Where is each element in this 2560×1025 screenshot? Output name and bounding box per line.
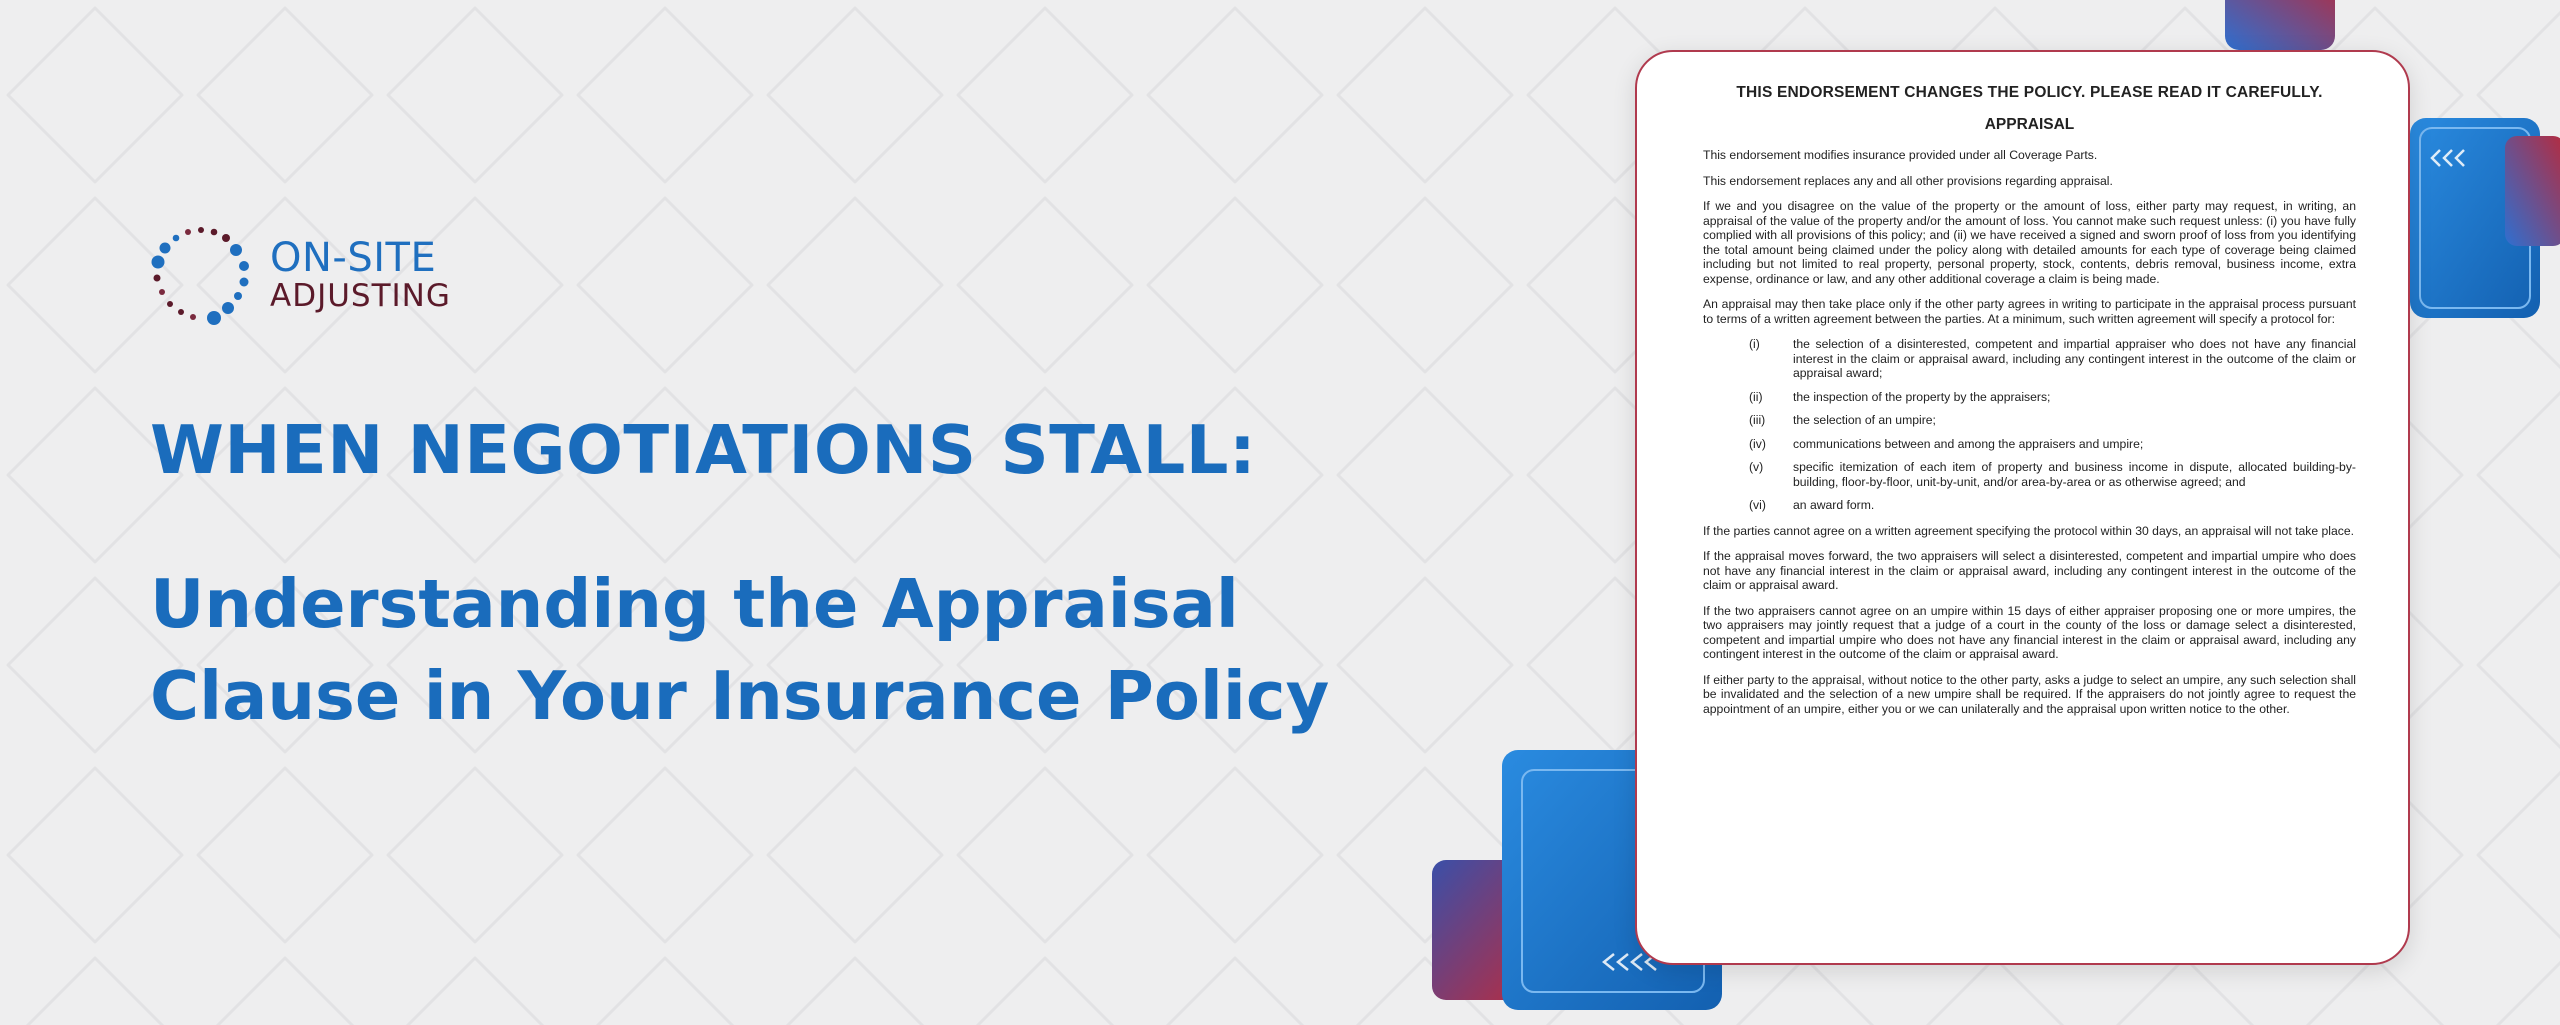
document-paragraph: If the parties cannot agree on a written agreement specifying the protocol within 30 days, an appraisal will not take place.: [1703, 523, 2355, 538]
document-header: THIS ENDORSEMENT CHANGES THE POLICY. PLEASE READ IT CAREFULLY.: [1736, 84, 2323, 101]
document-paragraph: If either party to the appraisal, without notice to the other party, asks a judge to select an umpire, any such selection shall be invalidated and the selection of a new umpire shall be required. If the appraisers do not jointly agree to request the appointment of an umpire, either you or we can unilaterally and the appraisal upon written notice to the other.: [1703, 672, 2356, 716]
list-item: [1703, 437, 2356, 452]
list-item-number: (i): [1749, 337, 1760, 351]
list-item-text: the selection of an umpire;: [1793, 413, 1936, 427]
document-title: APPRAISAL: [1984, 116, 2075, 133]
list-item: [1703, 390, 2356, 405]
list-item-number: (iii): [1749, 413, 1766, 427]
list-item-text: the selection of a disinterested, competent and impartial appraiser who does not have any financial interest in the claim or appraisal award, including any contingent interest in the outcome of the claim or appraisal award;: [1793, 337, 2356, 380]
list-item-number: (ii): [1749, 389, 1763, 404]
page-subheadline: Understanding the Appraisal Clause in Your Insurance Policy: [150, 565, 1330, 735]
document-protocol-list: [1703, 337, 2356, 513]
brand-name-line2: ADJUSTING: [270, 278, 451, 314]
document-paragraph: If we and you disagree on the value of the property or the amount of loss, either party may request, in writing, an appraisal of the value of the property and/or the amount of loss. You cannot make such request unless: (i) you have fully complied with all provisions of this policy; and (ii) we have received a signed and sworn proof of loss from you identifying the total amount being claimed under the policy along with detailed amounts for each type of coverage being claimed including but not limited to real property, personal property, stock, contents, debris removal, business income, extra expense, ordinance or law, and any other additional coverage a claim is being made.: [1703, 199, 2356, 286]
list-item: [1703, 337, 2356, 381]
list-item-text: specific itemization of each item of property and business income in dispute, allocated building-by-building, floor-by-floor, unit-by-unit, and/or area-by-area or as otherwise agreed; and: [1793, 460, 2356, 489]
list-item: [1703, 498, 2356, 513]
list-item-text: communications between and among the appraisers and umpire;: [1793, 436, 2144, 451]
document-paragraph: An appraisal may then take place only if the other party agrees in writing to participate in the appraisal process pursuant to terms of a written agreement between the parties. At a minimum, such written agreement will specify a protocol for:: [1703, 297, 2356, 326]
dotted-circle-logo-icon: [148, 222, 254, 328]
brand-name-line1: ON-SITE: [270, 235, 437, 281]
list-item: [1703, 413, 2356, 428]
brand-name: [270, 237, 451, 313]
document-paragraph: This endorsement replaces any and all other provisions regarding appraisal.: [1703, 173, 2113, 188]
list-item-text: the inspection of the property by the appraisers;: [1793, 389, 2051, 404]
page-headline: WHEN NEGOTIATIONS STALL:: [150, 411, 1257, 489]
list-item-text: an award form.: [1793, 498, 1875, 512]
list-item: [1703, 460, 2356, 489]
document-paragraph: This endorsement modifies insurance provided under all Coverage Parts.: [1703, 148, 2098, 162]
brand-logo[interactable]: [148, 222, 451, 328]
list-item-number: (iv): [1749, 436, 1766, 451]
document-paragraph: If the appraisal moves forward, the two appraisers will select a disinterested, competent and impartial umpire who does not have any financial interest in the claim or appraisal award, including any contingent interest in the outcome of the claim or appraisal award.: [1703, 549, 2356, 592]
document-paragraph: If the two appraisers cannot agree on an umpire within 15 days of either appraiser proposing one or more umpires, the two appraisers may jointly request that a judge of a court in the county of the loss or damage select a disinterested, competent and impartial umpire who does not have any financial interest in the claim or appraisal award, including any contingent interest in the outcome of the claim or appraisal award.: [1703, 603, 2356, 661]
list-item-number: (vi): [1749, 498, 1766, 512]
list-item-number: (v): [1749, 460, 1764, 474]
policy-document-card: [1635, 50, 2410, 965]
